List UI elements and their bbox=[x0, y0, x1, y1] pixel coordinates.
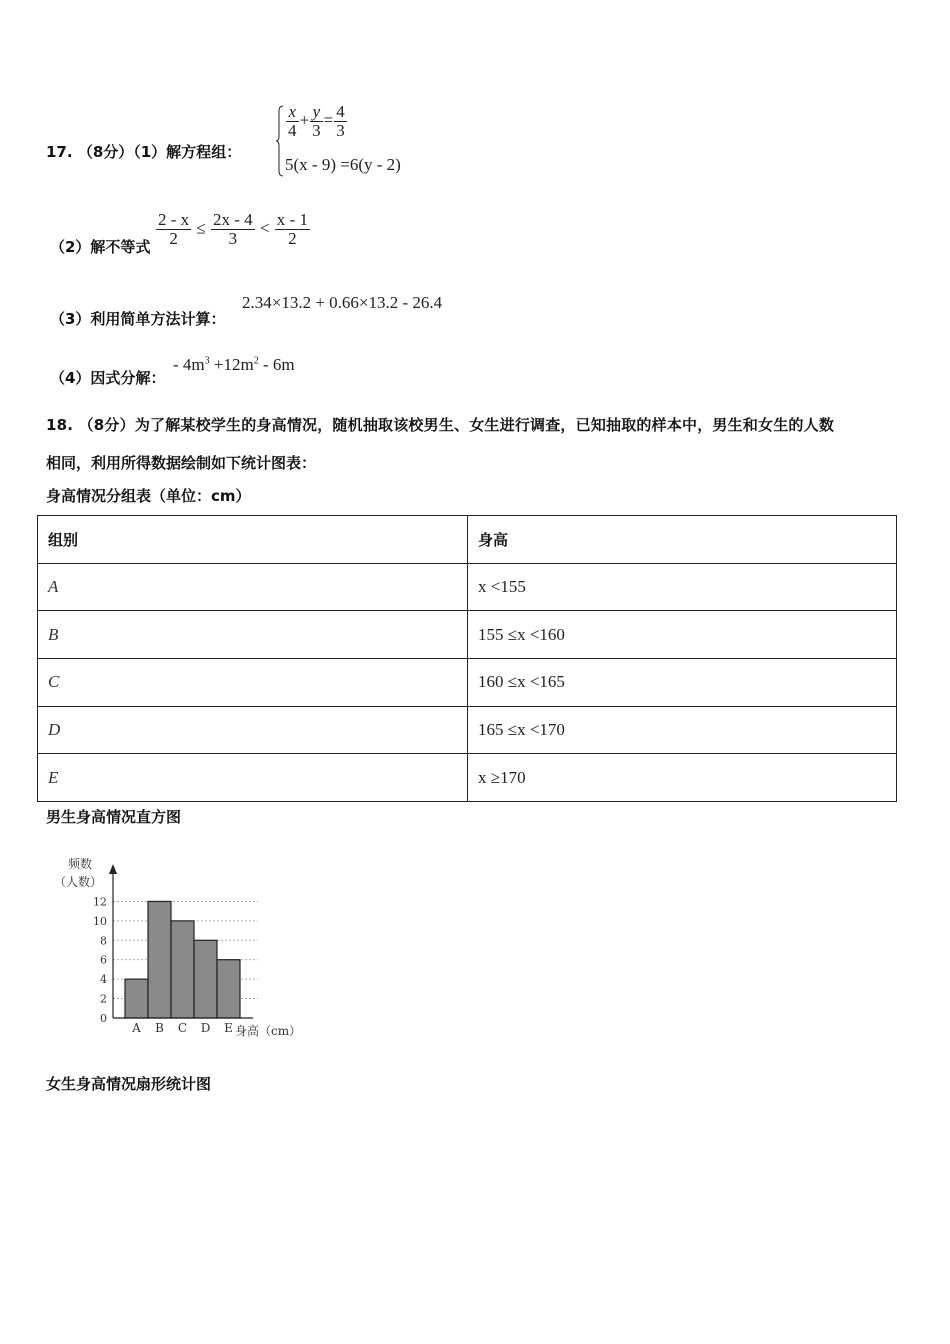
factor-term-2: +12m bbox=[209, 355, 254, 374]
q17-number: 17. bbox=[46, 143, 73, 161]
y-axis-label-line-1: 频数 bbox=[68, 857, 93, 871]
equation-system bbox=[276, 103, 436, 179]
table-cell-range: 160 ≤x <165 bbox=[468, 659, 897, 707]
x-tick-label: B bbox=[155, 1021, 164, 1035]
y-axis-label-line-2: （人数） bbox=[54, 875, 103, 889]
table-cell-group: E bbox=[38, 754, 468, 802]
y-tick-label: 6 bbox=[100, 953, 107, 967]
y-tick-label: 4 bbox=[100, 973, 107, 987]
histogram-title: 男生身高情况直方图 bbox=[46, 808, 182, 826]
eq1-x-den: 4 bbox=[288, 120, 297, 140]
x-tick-label: C bbox=[177, 1021, 188, 1035]
pie-chart-title: 女生身高情况扇形统计图 bbox=[46, 1075, 212, 1093]
factor-exp-1: 3 bbox=[204, 355, 210, 367]
eq1-equals: = bbox=[323, 110, 334, 130]
histogram-bar bbox=[171, 921, 194, 1018]
ineq-le: ≤ bbox=[196, 218, 206, 238]
x-tick-label: A bbox=[132, 1021, 141, 1035]
inequality bbox=[155, 211, 311, 248]
q17-part3-label: （3）利用简单方法计算： bbox=[50, 310, 226, 328]
histogram-bar bbox=[125, 979, 148, 1018]
histogram-bar bbox=[217, 960, 240, 1018]
x-tick-label: D bbox=[200, 1021, 211, 1035]
eq1-y-den: 3 bbox=[312, 120, 321, 140]
histogram-bar bbox=[148, 901, 171, 1018]
table-cell-group: B bbox=[38, 611, 468, 659]
male-height-histogram bbox=[48, 852, 318, 1047]
left-brace-icon bbox=[276, 105, 284, 177]
table-row bbox=[38, 706, 897, 754]
factor-term-3: - 6m bbox=[258, 355, 295, 374]
ineq-c-num: x - 1 bbox=[276, 210, 308, 229]
table-cell-range: 165 ≤x <170 bbox=[468, 706, 897, 754]
q18-line-1: 18. （8分）为了解某校学生的身高情况，随机抽取该校男生、女生进行调查，已知抽取的样本中，男生和女生的人数 bbox=[46, 416, 835, 434]
factor-term-1: - 4m bbox=[173, 355, 205, 374]
table-row bbox=[38, 611, 897, 659]
ineq-c-den: 2 bbox=[288, 228, 297, 248]
eq1-r-num: 4 bbox=[336, 102, 345, 121]
q17-score: （8分） bbox=[77, 143, 134, 161]
calc-expression: 2.34×13.2 + 0.66×13.2 - 26.4 bbox=[242, 293, 443, 312]
ineq-b-num: 2x - 4 bbox=[213, 210, 253, 229]
ineq-lt: < bbox=[259, 218, 270, 238]
y-axis-arrow-icon bbox=[109, 864, 117, 874]
table-header-height: 身高 bbox=[468, 516, 897, 564]
y-tick-label: 2 bbox=[100, 992, 107, 1006]
ineq-a-num: 2 - x bbox=[158, 210, 190, 229]
table-row bbox=[38, 563, 897, 611]
x-tick-label: E bbox=[224, 1021, 233, 1035]
y-tick-label: 10 bbox=[93, 914, 107, 928]
height-group-table bbox=[37, 515, 897, 802]
eq1-r-den: 3 bbox=[336, 120, 345, 140]
table-cell-group: C bbox=[38, 659, 468, 707]
table-cell-group: A bbox=[38, 563, 468, 611]
table-cell-group: D bbox=[38, 706, 468, 754]
q17-part2-label: （2）解不等式 bbox=[50, 238, 151, 256]
eq1-x-num: x bbox=[286, 103, 299, 122]
q18-line-2: 相同，利用所得数据绘制如下统计图表： bbox=[46, 454, 317, 472]
table-cell-range: 155 ≤x <160 bbox=[468, 611, 897, 659]
y-tick-label: 8 bbox=[100, 934, 107, 948]
table-header-group: 组别 bbox=[38, 516, 468, 564]
table-row bbox=[38, 659, 897, 707]
table-cell-range: x ≥170 bbox=[468, 754, 897, 802]
table-title: 身高情况分组表（单位：cm） bbox=[46, 487, 251, 505]
equation-2: 5(x - 9) =6(y - 2) bbox=[285, 155, 401, 174]
y-tick-label: 0 bbox=[100, 1012, 107, 1025]
equation-1 bbox=[285, 103, 348, 140]
eq1-plus: + bbox=[299, 110, 310, 130]
histogram-bar bbox=[194, 940, 217, 1018]
x-axis-label: 身高（cm） bbox=[235, 1024, 302, 1038]
eq1-y-num: y bbox=[310, 103, 323, 122]
factor-expression bbox=[173, 355, 295, 375]
y-tick-label: 12 bbox=[93, 895, 107, 909]
ineq-b-den: 3 bbox=[228, 228, 238, 248]
table-cell-range: x <155 bbox=[468, 563, 897, 611]
factor-exp-2: 2 bbox=[253, 355, 259, 367]
q17-part4-label: （4）因式分解： bbox=[50, 369, 166, 387]
q17-part1-label: （1）解方程组： bbox=[133, 143, 242, 161]
q17-heading bbox=[46, 141, 241, 162]
table-header-row bbox=[38, 516, 897, 564]
ineq-a-den: 2 bbox=[169, 228, 178, 248]
table-row bbox=[38, 754, 897, 802]
